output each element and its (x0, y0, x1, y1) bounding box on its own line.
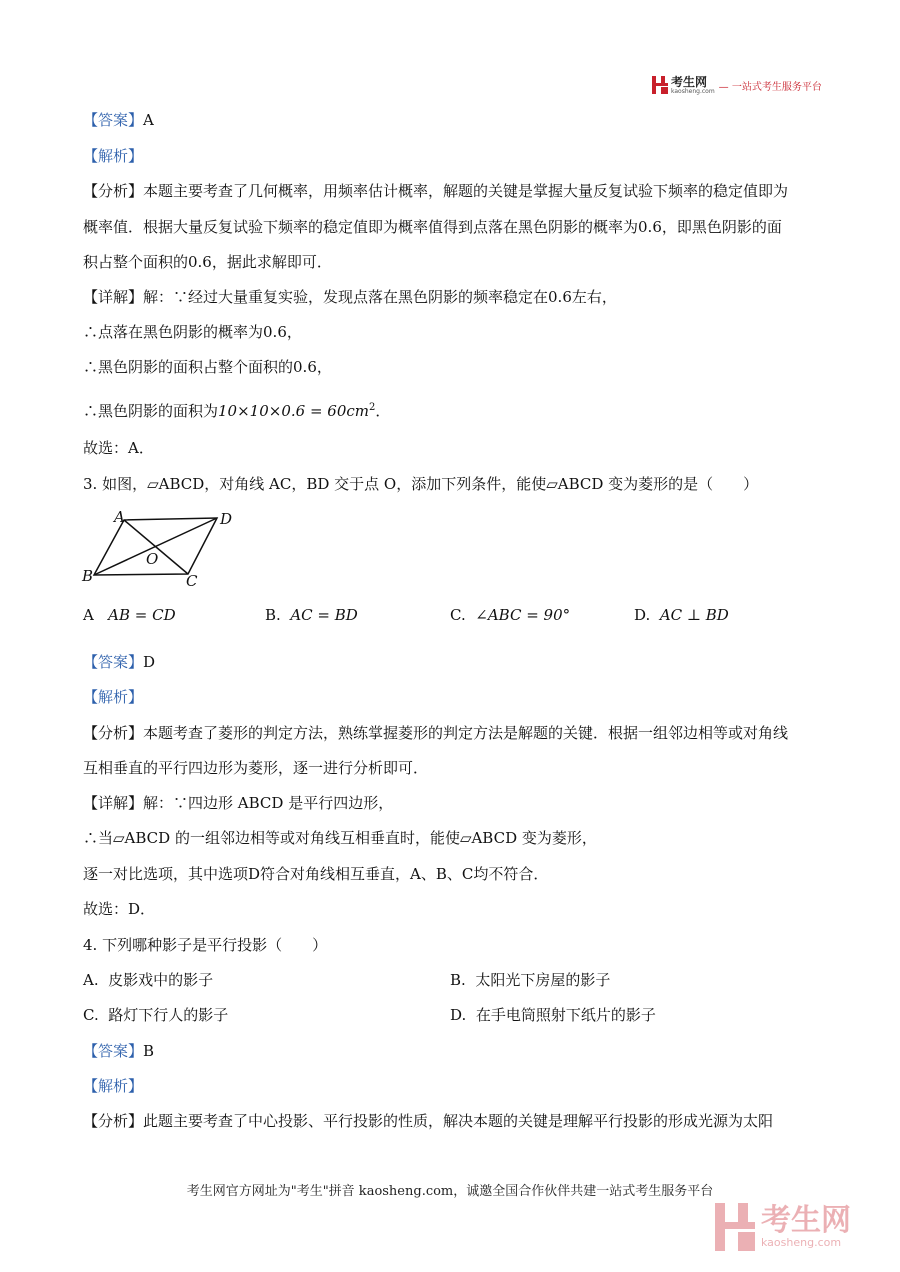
q3-analysis-tag: 【解析】 (83, 688, 144, 706)
parallelogram-figure (80, 508, 240, 590)
q3-fenxi-line-1: 【分析】本题考查了菱形的判定方法，熟练掌握菱形的判定方法是解题的关键．根据一组邻边相等或对角线 (83, 724, 789, 742)
q3-option-a: A AB = CD (83, 606, 176, 624)
vertex-label-b: B (82, 567, 94, 585)
q2-fenxi-line-1: 【分析】本题主要考查了几何概率，用频率估计概率，解题的关键是掌握大量反复试验下频率的稳定值即为 (83, 182, 789, 200)
q4-option-a: A. 皮影戏中的影子 (83, 971, 214, 989)
q3-answer (83, 652, 155, 672)
watermark-url: kaosheng.com (761, 1235, 842, 1249)
q3-step-2: 逐一对比选项，其中选项D符合对角线相互垂直，A、B、C均不符合． (83, 865, 549, 883)
q2-xiangjie-line-1: 【详解】解：∵经过大量重复实验，发现点落在黑色阴影的频率稳定在0.6左右， (83, 288, 617, 306)
q4-question: 4. 下列哪种影子是平行投影（ ） (83, 936, 328, 954)
watermark-logo-icon (715, 1203, 755, 1251)
answer-tag: 【答案】 (83, 653, 144, 671)
brand-name: 考生网 (671, 74, 708, 89)
q4-option-c: C. 路灯下行人的影子 (83, 1006, 229, 1024)
q4-answer (83, 1041, 154, 1061)
q2-step-3: ∴黑色阴影的面积为$10\times 10\times 0.6 = 60cm^2$． (83, 402, 391, 420)
answer-value: A (143, 111, 154, 129)
q3-question: 3. 如图，▱ABCD，对角线 AC，BD 交于点 O，添加下列条件，能使▱ABCD 变为菱形的是（ ） (83, 475, 759, 493)
area-formula: 10×10×0.6 = 60cm (218, 402, 369, 420)
q4-fenxi-line-1: 【分析】此题主要考查了中心投影、平行投影的性质，解决本题的关键是理解平行投影的形成光源为太阳 (83, 1112, 774, 1130)
q2-step-1: ∴点落在黑色阴影的概率为0.6， (83, 323, 302, 341)
q4-option-b: B. 太阳光下房屋的影子 (450, 971, 611, 989)
xiangjie-tag: 【详解】 (83, 288, 144, 306)
q3-option-b: B. AC = BD (265, 606, 358, 624)
q4-option-d: D. 在手电筒照射下纸片的影子 (450, 1006, 656, 1024)
q2-analysis-tag: 【解析】 (83, 147, 144, 165)
q3-xiangjie-line-1: 【详解】解：∵四边形 ABCD 是平行四边形， (83, 794, 394, 812)
xiangjie-tag: 【详解】 (83, 794, 144, 812)
q2-step-2: ∴黑色阴影的面积占整个面积的0.6， (83, 358, 332, 376)
fenxi-tag: 【分析】 (83, 182, 144, 200)
vertex-label-d: D (220, 510, 233, 528)
answer-tag: 【答案】 (83, 111, 144, 129)
fenxi-tag: 【分析】 (83, 724, 144, 742)
q3-conclusion: 故选：D． (83, 900, 156, 918)
answer-value: B (143, 1042, 155, 1060)
brand-url: kaosheng.com (671, 87, 715, 95)
fenxi-tag: 【分析】 (83, 1112, 144, 1130)
q2-conclusion: 故选：A． (83, 439, 154, 457)
vertex-label-a: A (114, 508, 125, 526)
q4-analysis-tag: 【解析】 (83, 1077, 144, 1095)
q2-fenxi-line-2: 概率值．根据大量反复试验下频率的稳定值即为概率值得到点落在黑色阴影的概率为0.6，即黑色阴影的面 (83, 218, 782, 236)
watermark (715, 1203, 851, 1251)
q3-option-c: C. ∠ABC = 90° (450, 606, 571, 624)
answer-tag: 【答案】 (83, 1042, 144, 1060)
header-brand (652, 74, 822, 96)
q2-fenxi-line-3: 积占整个面积的0.6，据此求解即可． (83, 253, 332, 271)
answer-value: D (143, 653, 156, 671)
q3-fenxi-line-2: 互相垂直的平行四边形为菱形，逐一进行分析即可． (83, 759, 429, 777)
brand-slogan: — 一站式考生服务平台 (718, 81, 822, 93)
watermark-name: 考生网 (761, 1202, 851, 1238)
q3-option-d: D. AC ⊥ BD (634, 606, 729, 624)
q3-step-1: ∴当▱ABCD 的一组邻边相等或对角线互相垂直时，能使▱ABCD 变为菱形， (83, 829, 597, 847)
kaosheng-logo-icon (652, 76, 668, 94)
center-label-o: O (146, 550, 159, 568)
vertex-label-c: C (186, 572, 198, 590)
q2-answer (83, 110, 154, 130)
page-footer: 考生网官方网址为"考生"拼音 kaosheng.com，诚邀全国合作伙伴共建一站式考生服务平台 (186, 1184, 714, 1199)
